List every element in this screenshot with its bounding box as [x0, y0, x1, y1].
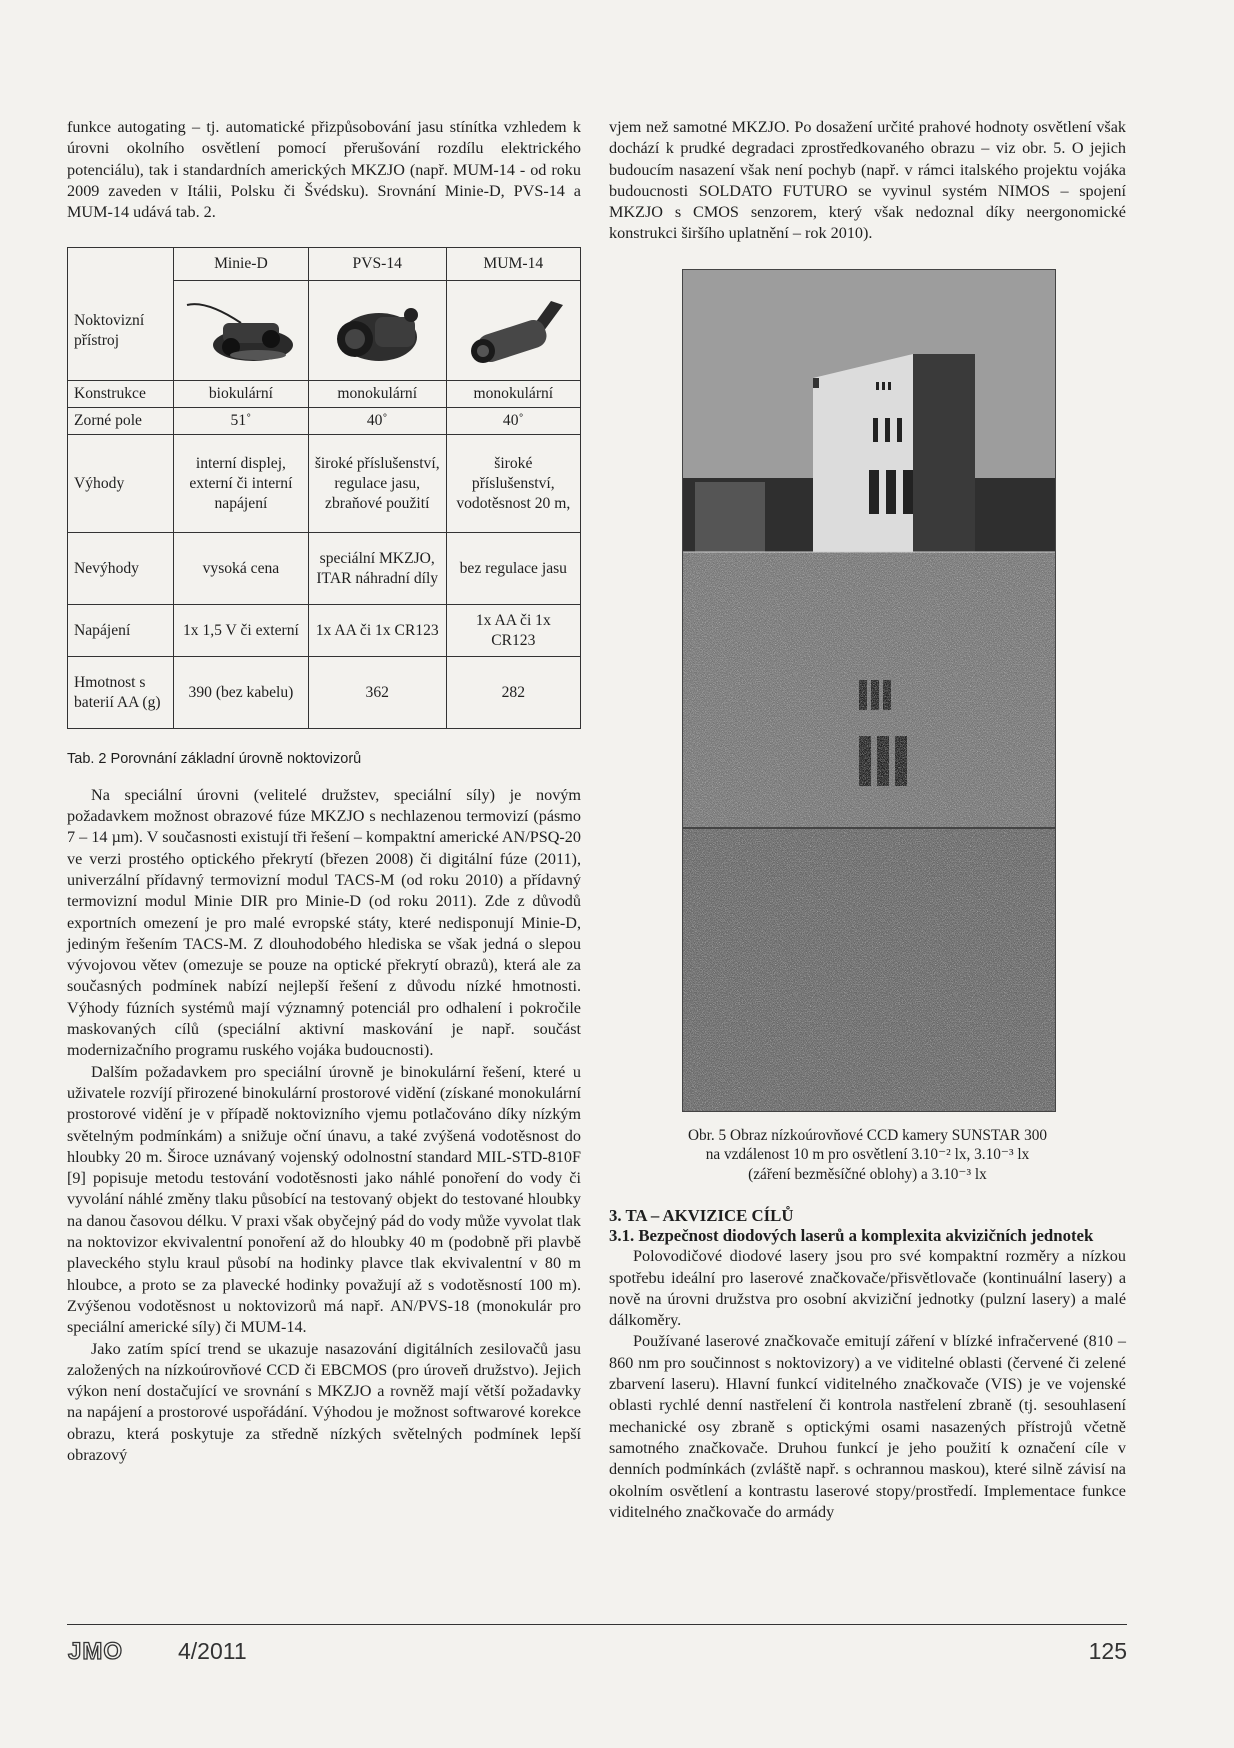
row-label: Zorné pole: [68, 408, 174, 435]
table-cell: 390 (bez kabelu): [174, 657, 309, 729]
figure-caption-line: (záření bezměsíčné oblohy) a 3.10⁻³ lx: [748, 1165, 987, 1183]
binocular-device-icon: [183, 293, 299, 369]
table-row: [68, 533, 581, 605]
table-cell: 40˚: [446, 408, 580, 435]
row-label: Napájení: [68, 605, 174, 657]
table-header-row: [68, 248, 581, 281]
table-cell: 51˚: [174, 408, 309, 435]
body-paragraph: Dalším požadavkem pro speciální úrovně je binokulární řešení, které u uživatele rozvíjí přirozené binokulární prostorové vidění (získané monokulární prostorové vidění je v případě noktovizního vjemu potlačováno díky nízkým světelným podmínkám) a snižuje oční únavu, a také zvýšená vodotěsnost do hloubky 20 m. Široce uznávaný vojenský odolnostní standard MIL-STD-810F [9] popisuje metodu testování vodotěsnosti jako náhlé ponoření do vody či vyvolání náhlé změny tlaku působící na testovaný objekt do testované hloubky na danou časovou délku. V praxi však obyčejný pád do vody může vyvolat tlak na noktovizor ekvivalentní ponoření až do hloubky 40 m (podobně při plavbě plaveckého stylu kraul působí na hodinky plavce tlak ekvivalentní v 80 m hloubce, a proto se za plavecké hodinky považují až s vodotěsností 100 m). Zvýšenou vodotěsnost u noktovizorů má např. AN/PVS-18 (monokulár pro speciální americké síly) či MUM-14.: [67, 1062, 581, 1337]
column-header: PVS-14: [308, 248, 446, 281]
table-cell: monokulární: [446, 381, 580, 408]
table-cell: monokulární: [308, 381, 446, 408]
right-column: [609, 117, 1126, 1523]
table-row: [68, 408, 581, 435]
table-cell: 1x 1,5 V či externí: [174, 605, 309, 657]
table-cell: biokulární: [174, 381, 309, 408]
monocular-device-icon: [319, 293, 435, 369]
page-number: 125: [1088, 1638, 1127, 1664]
table-corner-cell: [68, 248, 174, 281]
column-header: MUM-14: [446, 248, 580, 281]
comparison-table: [67, 247, 581, 729]
row-label: Nevýhody: [68, 533, 174, 605]
building-photo-image: [683, 270, 1055, 1111]
mum-14-image: [446, 281, 580, 381]
table-row-device-images: [68, 281, 581, 381]
table-cell: 1x AA či 1x CR123: [446, 605, 580, 657]
table-row: [68, 657, 581, 729]
body-paragraph: Polovodičové diodové lasery jsou pro své kompaktní rozměry a nízkou spotřebu ideální pro laserové značkovače/přisvětlovače (kontinuální lasery) a nově na úrovni družstva pro osobní akviziční jednotky (pulzní lasery) a malé dálkoměry.: [609, 1247, 1126, 1330]
subsection-heading: 3.1. Bezpečnost diodových laserů a komplexita akvizičních jednotek: [609, 1226, 1094, 1246]
row-label: Výhody: [68, 435, 174, 533]
table-row: [68, 435, 581, 533]
body-paragraph: Na speciální úrovni (velitelé družstev, speciální síly) je novým požadavkem možnost obrazové fúze MKZJO s nechlazenou termovizí (pásmo 7 – 14 µm). V současnosti existují tři řešení – kompaktní americké AN/PSQ-20 ve verzi prostého optického překrytí (březen 2008) či digitální fúze (2011), univerzální přídavný termovizní modul TACS-M (od roku 2010) a přídavný termovizní modul Minie DIR pro Minie-D (od roku 2011). Zde z důvodů exportních omezení je pro malé evropské státy, které nedisponují Minie-D, jediným řešením TACS-M. Z dlouhodobého hlediska se však jedná o slepou vývojovou větev (omezuje se pouze na optické překrytí obrazů), která ale za současných podmínek nabízí nejlepší řešení z důvodu nízké hmotnosti. Výhody fúzních systémů mají významný potenciál pro odhalení i pokročile maskovaných cílů (speciální aktivní maskování je např. součást modernizačního programu ruského vojáka budoucnosti).: [67, 785, 581, 1060]
table-caption: Tab. 2 Porovnání základní úrovně noktovizorů: [67, 751, 362, 768]
minie-d-image: [174, 281, 309, 381]
row-label: Hmotnost s baterií AA (g): [68, 657, 174, 729]
body-paragraph: vjem než samotné MKZJO. Po dosažení určité prahové hodnoty osvětlení však dochází k prudké degradaci zprostředkovaného obrazu – viz obr. 5. O jejich budoucím nasazení však není pochyb (např. v rámci italského projektu vojáka budoucnosti SOLDATO FUTURO se vyvinul systém NIMOS – spojení MKZJO s CMOS senzorem, který však nedoznal díky neergonomické konstrukci širšího uplatnění – rok 2010).: [609, 118, 1126, 243]
table-cell: speciální MKZJO, ITAR náhradní díly: [308, 533, 446, 605]
figure-caption-line: na vzdálenost 10 m pro osvětlení 3.10⁻² lx, 3.10⁻³ lx: [705, 1146, 1030, 1164]
table-cell: široké příslušenství, vodotěsnost 20 m,: [446, 435, 580, 533]
table-row: [68, 381, 581, 408]
table-cell: 362: [308, 657, 446, 729]
footer-rule: [67, 1624, 1127, 1625]
body-paragraph: Jako zatím spící trend se ukazuje nasazování digitálních zesilovačů jasu založených na nízkoúrovňové CCD či EBCMOS (pro úroveň družstvo). Jejich výkon není dostačující ve srovnání s MKZJO a rovněž mají větší požadavky na napájení a prostorové uspořádání. Výhodou je možnost softwarové korekce obrazu, která poskytuje za středně nízkých světelných podmínek lepší obrazový: [67, 1339, 581, 1464]
monocular-device-icon: [455, 293, 571, 369]
table-row: [68, 605, 581, 657]
table-cell: 1x AA či 1x CR123: [308, 605, 446, 657]
row-label: Konstrukce: [68, 381, 174, 408]
journal-logo: JMO: [68, 1638, 124, 1665]
table-cell: 282: [446, 657, 580, 729]
table-cell: široké příslušenství, regulace jasu, zbraňové použití: [308, 435, 446, 533]
row-label: Noktovizní přístroj: [68, 281, 174, 381]
table-cell: interní displej, externí či interní napájení: [174, 435, 309, 533]
body-paragraph: Používané laserové značkovače emitují záření v blízké infračervené (810 – 860 nm pro součinnost s noktovizory) a ve viditelné oblasti (červené či zelené zbarvení laseru). Hlavní funkcí viditelného značkovače (VIS) je ve vojenské oblasti rychlé denní nastřelení či kontrola nastřelení zbraně (tj. sesouhlasení mechanické osy zbraně s optickými osami nasazených přístrojů včetně samotného značkovače. Druhou funkcí je jeho použití k označení cíle v denních podmínkách (zvláště např. s ochrannou maskou), které silně závisí na okolním osvětlení a kontrastu laserové stopy/prostředí. Implementace funkce viditelného značkovače do armády: [609, 1332, 1126, 1521]
pvs-14-image: [308, 281, 446, 381]
table-cell: vysoká cena: [174, 533, 309, 605]
column-header: Minie-D: [174, 248, 309, 281]
table-cell: bez regulace jasu: [446, 533, 580, 605]
section-heading: 3. TA – AKVIZICE CÍLŮ: [609, 1206, 794, 1226]
figure-caption-line: Obr. 5 Obraz nízkoúrovňové CCD kamery SUNSTAR 300: [687, 1126, 1048, 1144]
ccd-camera-photo: [682, 269, 1056, 1112]
left-column: [67, 117, 581, 1466]
table-cell: 40˚: [308, 408, 446, 435]
figure-caption: [609, 1126, 1126, 1185]
issue-number: 4/2011: [178, 1638, 247, 1664]
intro-paragraph: funkce autogating – tj. automatické přizpůsobování jasu stínítka vzhledem k úrovni okolního osvětlení pomocí přerušování rozdílu elektrického potenciálu), tak i standardních amerických MKZJO (např. MUM-14 - od roku 2009 zaveden v Itálii, Polsku či Švédsku). Srovnání Minie-D, PVS-14 a MUM-14 udává tab. 2.: [67, 118, 581, 222]
